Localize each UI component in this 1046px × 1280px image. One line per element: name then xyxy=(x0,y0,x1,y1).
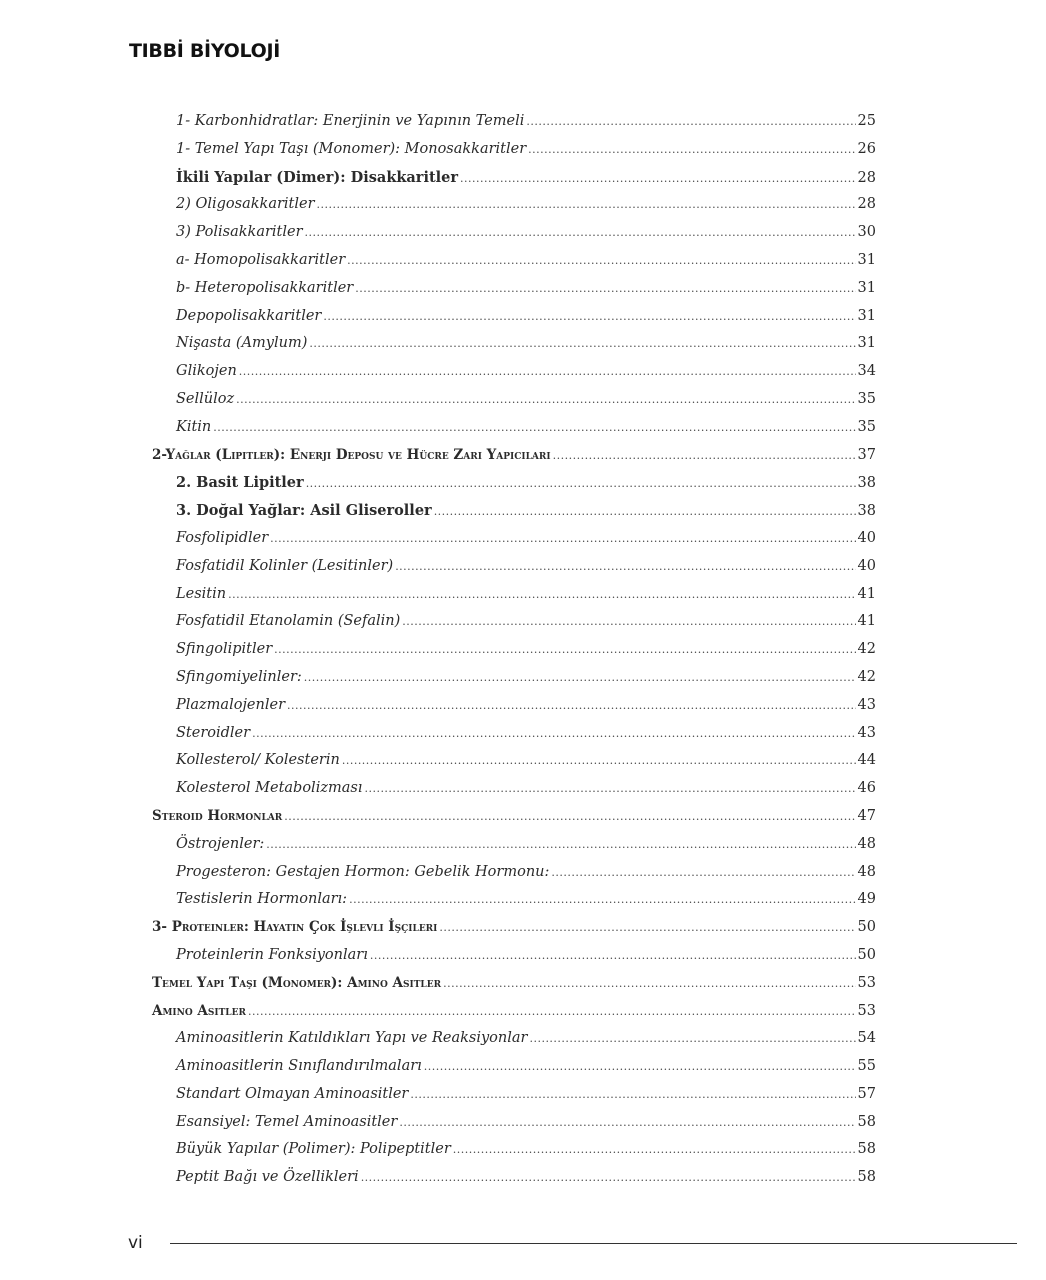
dot-leader xyxy=(304,664,856,692)
toc-entry xyxy=(152,553,876,581)
toc-entry xyxy=(152,1081,876,1109)
toc-entry-page: 55 xyxy=(857,1058,876,1075)
toc-entry xyxy=(152,859,876,887)
toc-entry-page: 43 xyxy=(857,696,876,713)
toc-entry xyxy=(152,886,876,914)
toc-entry-page: 35 xyxy=(857,418,876,435)
toc-entry xyxy=(152,1025,876,1053)
toc-entry-title: Aminoasitlerin Sınıflandırılmaları xyxy=(176,1058,422,1075)
toc-entry-title: İkili Yapılar (Dimer): Disakkaritler xyxy=(176,168,459,186)
dot-leader xyxy=(553,442,856,470)
toc-entry-page: 25 xyxy=(857,113,876,129)
toc-entry-title: Testislerin Hormonları: xyxy=(176,891,348,908)
toc-entry-page: 58 xyxy=(857,1141,876,1158)
toc-entry-page: 28 xyxy=(857,169,876,186)
toc-entry xyxy=(152,219,876,247)
toc-entry-page: 58 xyxy=(857,1113,876,1130)
toc-entry-title: Standart Olmayan Aminoasitler xyxy=(176,1085,409,1102)
dot-leader xyxy=(287,692,856,720)
toc-entry xyxy=(152,942,876,970)
page-number: vi xyxy=(128,1233,143,1253)
dot-leader xyxy=(228,581,855,609)
running-header: TIBBİ BİYOLOJİ xyxy=(129,40,280,62)
toc-entry xyxy=(152,1164,876,1192)
toc-entry xyxy=(152,525,876,553)
toc-entry-title: Steroidler xyxy=(176,724,251,741)
dot-leader xyxy=(410,1081,855,1109)
toc-entry-title: Depopolisakkaritler xyxy=(176,307,322,324)
dot-leader xyxy=(274,636,855,664)
toc-entry-page: 31 xyxy=(857,279,876,296)
toc-entry xyxy=(152,831,876,859)
dot-leader xyxy=(239,358,856,386)
toc-entry-title: 2. Basit Lipitler xyxy=(176,474,304,492)
toc-entry-title: Plazmalojenler xyxy=(176,696,286,713)
toc-entry-page: 44 xyxy=(857,752,876,769)
dot-leader xyxy=(399,1109,855,1137)
toc-entry-title: 3) Polisakkaritler xyxy=(176,224,303,241)
dot-leader xyxy=(434,498,856,526)
dot-leader xyxy=(323,303,855,331)
toc-entry-page: 50 xyxy=(857,946,876,963)
toc-entry-page: 50 xyxy=(857,919,876,936)
toc-entry-title: Esansiyel: Temel Aminoasitler xyxy=(176,1113,398,1130)
dot-leader xyxy=(284,803,855,831)
dot-leader xyxy=(342,747,856,775)
toc-entry-page: 31 xyxy=(857,307,876,324)
toc-entry-page: 58 xyxy=(857,1169,876,1186)
toc-entry xyxy=(152,692,876,720)
toc-entry-title: 1- Karbonhidratlar: Enerjinin ve Yapının Temeli xyxy=(176,113,525,129)
toc-entry-title: Proteinlerin Fonksiyonları xyxy=(176,946,368,963)
toc-entry xyxy=(152,303,876,331)
toc-entry xyxy=(152,1109,876,1137)
dot-leader xyxy=(361,1164,856,1192)
toc-entry-title: a- Homopolisakkaritler xyxy=(176,251,346,268)
toc-entry-title: Sellüloz xyxy=(176,390,235,407)
toc-entry-page: 34 xyxy=(857,363,876,380)
toc-entry xyxy=(152,970,876,998)
dot-leader xyxy=(266,831,855,859)
toc-entry xyxy=(152,497,876,525)
toc-entry-title: Nişasta (Amylum) xyxy=(176,335,308,352)
toc-entry-title: Kitin xyxy=(176,418,212,435)
toc-entry-page: 49 xyxy=(857,891,876,908)
toc-entry-page: 42 xyxy=(857,641,876,658)
toc-entry-title: Amino Asitler xyxy=(152,1002,246,1019)
dot-leader xyxy=(395,553,855,581)
toc-entry xyxy=(152,442,876,470)
dot-leader xyxy=(370,942,856,970)
dot-leader xyxy=(213,414,855,442)
dot-leader xyxy=(236,386,855,414)
table-of-contents xyxy=(152,108,876,1192)
dot-leader xyxy=(347,247,855,275)
toc-entry xyxy=(152,330,876,358)
toc-entry-page: 54 xyxy=(857,1030,876,1047)
toc-entry-title: Fosfatidil Kolinler (Lesitinler) xyxy=(176,557,394,574)
toc-entry-title: 2) Oligosakkaritler xyxy=(176,196,315,213)
toc-entry-title: Kolesterol Metabolizması xyxy=(176,780,363,797)
toc-entry xyxy=(152,664,876,692)
dot-leader xyxy=(526,108,855,136)
toc-entry xyxy=(152,247,876,275)
toc-entry-page: 38 xyxy=(857,475,876,492)
toc-entry-title: Östrojenler: xyxy=(176,835,265,852)
dot-leader xyxy=(529,1025,855,1053)
toc-entry-page: 43 xyxy=(857,724,876,741)
dot-leader xyxy=(270,525,855,553)
toc-entry-title: Aminoasitlerin Katıldıkları Yapı ve Reaksiyonlar xyxy=(176,1030,528,1047)
toc-entry xyxy=(152,386,876,414)
toc-entry-title: 1- Temel Yapı Taşı (Monomer): Monosakkaritler xyxy=(176,140,527,157)
toc-entry-title: Fosfolipidler xyxy=(176,529,269,546)
toc-entry-title: b- Heteropolisakkaritler xyxy=(176,279,354,296)
dot-leader xyxy=(248,998,856,1026)
toc-entry xyxy=(152,747,876,775)
dot-leader xyxy=(453,1136,856,1164)
toc-entry-title: Sfingolipitler xyxy=(176,641,273,658)
toc-entry xyxy=(152,1053,876,1081)
toc-entry-title: 2-Yağlar (Lipitler): Enerji Deposu ve Hücre Zarı Yapıcıları xyxy=(152,446,551,463)
toc-entry xyxy=(152,108,876,136)
dot-leader xyxy=(364,775,855,803)
dot-leader xyxy=(528,136,855,164)
toc-entry-title: Fosfatidil Etanolamin (Sefalin) xyxy=(176,613,401,630)
dot-leader xyxy=(355,275,855,303)
toc-entry-page: 53 xyxy=(857,1002,876,1019)
toc-entry xyxy=(152,720,876,748)
toc-entry-page: 41 xyxy=(857,613,876,630)
dot-leader xyxy=(551,859,855,887)
toc-entry-title: Peptit Bağı ve Özellikleri xyxy=(176,1169,359,1186)
dot-leader xyxy=(309,330,855,358)
toc-entry-title: Büyük Yapılar (Polimer): Polipeptitler xyxy=(176,1141,451,1158)
toc-entry-page: 41 xyxy=(857,585,876,602)
toc-entry-page: 57 xyxy=(857,1085,876,1102)
toc-entry-title: Kollesterol/ Kolesterin xyxy=(176,752,340,769)
toc-entry-title: Glikojen xyxy=(176,363,237,380)
dot-leader xyxy=(460,165,856,193)
dot-leader xyxy=(317,191,856,219)
toc-entry xyxy=(152,164,876,192)
toc-entry xyxy=(152,275,876,303)
dot-leader xyxy=(306,470,856,498)
toc-entry-page: 40 xyxy=(857,557,876,574)
toc-entry-page: 31 xyxy=(857,335,876,352)
toc-entry-page: 31 xyxy=(857,251,876,268)
toc-entry-page: 47 xyxy=(857,807,876,824)
toc-entry-page: 46 xyxy=(857,780,876,797)
toc-entry xyxy=(152,136,876,164)
toc-entry-page: 40 xyxy=(857,529,876,546)
dot-leader xyxy=(443,970,855,998)
dot-leader xyxy=(439,914,855,942)
footer-rule xyxy=(170,1243,1017,1244)
toc-entry xyxy=(152,998,876,1026)
toc-entry-title: 3- Proteinler: Hayatın Çok İşlevli İşçileri xyxy=(152,919,438,936)
dot-leader xyxy=(305,219,856,247)
toc-entry-title: Temel Yapı Taşı (Monomer): Amino Asitler xyxy=(152,974,442,991)
dot-leader xyxy=(252,720,855,748)
dot-leader xyxy=(424,1053,856,1081)
toc-entry-page: 28 xyxy=(857,196,876,213)
toc-entry-title: 3. Doğal Yağlar: Asil Gliseroller xyxy=(176,502,432,520)
toc-entry xyxy=(152,469,876,497)
toc-entry xyxy=(152,608,876,636)
toc-entry xyxy=(152,414,876,442)
toc-entry-title: Progesteron: Gestajen Hormon: Gebelik Hormonu: xyxy=(176,863,550,880)
toc-entry xyxy=(152,636,876,664)
toc-entry-page: 38 xyxy=(857,503,876,520)
toc-entry xyxy=(152,914,876,942)
toc-entry xyxy=(152,581,876,609)
toc-entry-title: Lesitin xyxy=(176,585,227,602)
dot-leader xyxy=(402,608,855,636)
toc-entry-page: 48 xyxy=(857,835,876,852)
toc-entry xyxy=(152,803,876,831)
toc-entry-page: 48 xyxy=(857,863,876,880)
toc-entry-page: 35 xyxy=(857,390,876,407)
toc-entry-page: 37 xyxy=(857,446,876,463)
toc-entry-page: 30 xyxy=(857,224,876,241)
toc-entry-page: 26 xyxy=(857,140,876,157)
toc-entry xyxy=(152,191,876,219)
toc-entry xyxy=(152,358,876,386)
toc-entry-title: Steroid Hormonlar xyxy=(152,807,283,824)
toc-entry-page: 42 xyxy=(857,668,876,685)
toc-entry-title: Sfingomiyelinler: xyxy=(176,668,302,685)
toc-entry-page: 53 xyxy=(857,974,876,991)
dot-leader xyxy=(349,886,855,914)
toc-entry xyxy=(152,1136,876,1164)
toc-entry xyxy=(152,775,876,803)
